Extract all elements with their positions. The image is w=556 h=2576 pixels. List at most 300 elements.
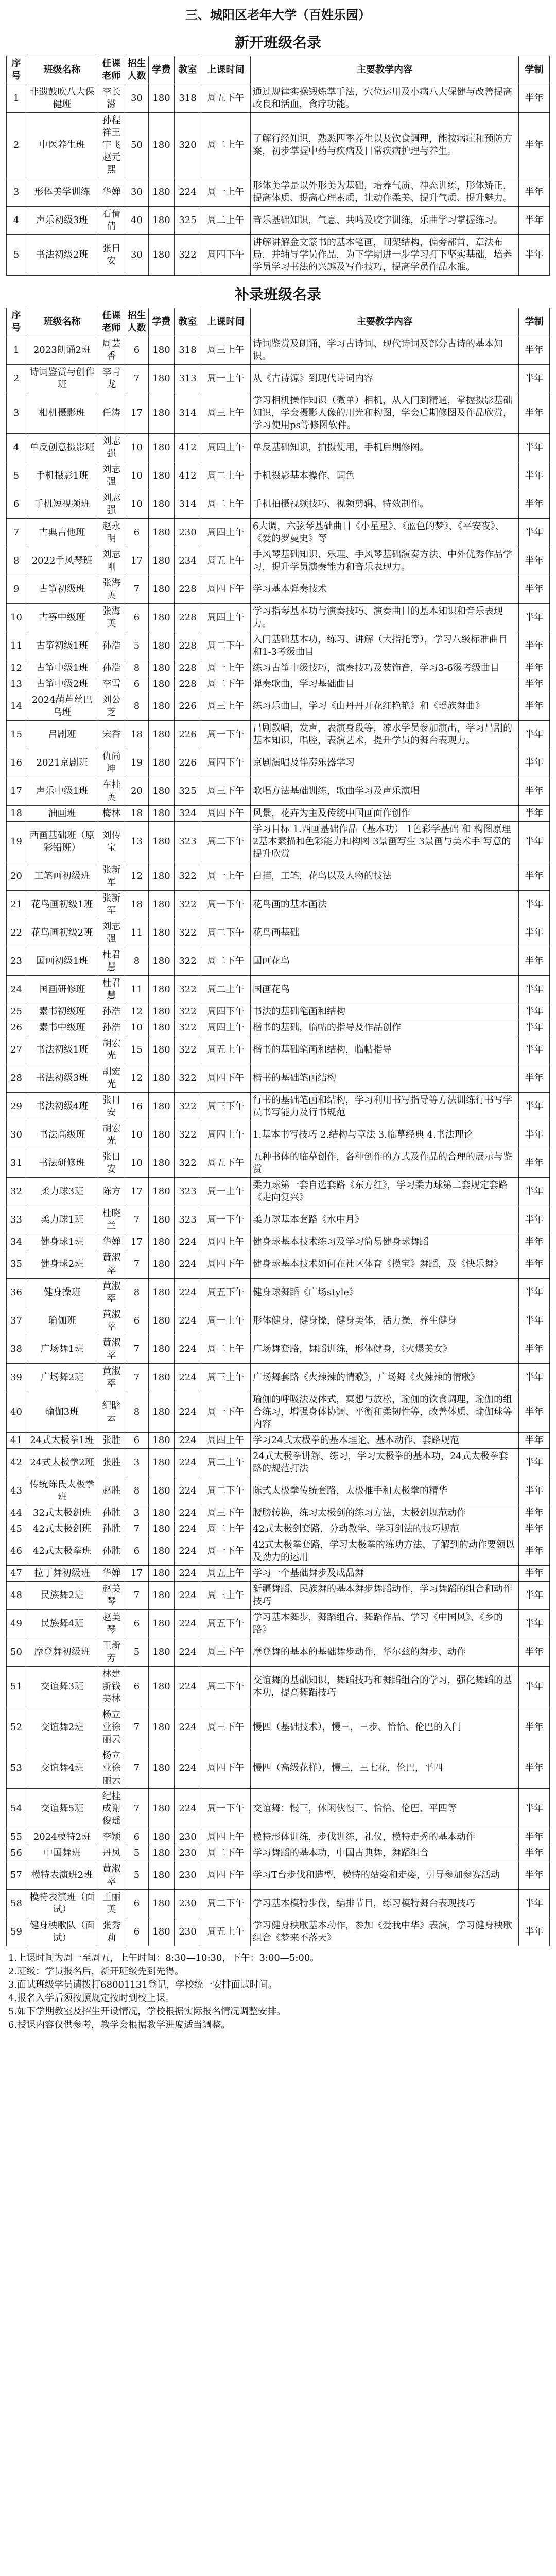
cell-index: 12 xyxy=(7,660,26,676)
cell-class-name: 吕剧班 xyxy=(26,721,98,749)
table-row xyxy=(7,822,550,862)
cell-term: 半年 xyxy=(519,862,550,891)
cell-content: 学习基本模特步伐，编排节目，练习模特舞台表现技巧 xyxy=(251,1890,519,1918)
table-row xyxy=(7,336,550,365)
cell-class-name: 工笔画初级班 xyxy=(26,862,98,891)
cell-fee: 180 xyxy=(149,919,175,947)
cell-teacher: 李长滋 xyxy=(98,84,125,113)
cell-index: 32 xyxy=(7,1178,26,1206)
cell-enrollment: 5 xyxy=(125,1845,149,1861)
cell-content: 练习古筝中级技巧，演奏技巧及装饰音，学习3-6级考级曲目 xyxy=(251,660,519,676)
cell-schedule: 周五上午 xyxy=(201,1918,251,1946)
cell-content: 弹奏歌曲，学习基础曲目 xyxy=(251,676,519,692)
cell-content: 手风琴基础知识、乐理、手风琴基础演奏方法、中外优秀作品学习，提升学员演奏能力和音乐表现力。 xyxy=(251,547,519,575)
cell-class-name: 民族舞4班 xyxy=(26,1610,98,1638)
cell-enrollment: 7 xyxy=(125,1364,149,1392)
cell-class-name: 手机摄影1班 xyxy=(26,462,98,490)
cell-schedule: 周二上午 xyxy=(201,113,251,178)
cell-term: 半年 xyxy=(519,976,550,1004)
cell-enrollment: 6 xyxy=(125,1918,149,1946)
table-row xyxy=(7,1020,550,1036)
cell-teacher: 华婵 xyxy=(98,178,125,207)
cell-fee: 180 xyxy=(149,1121,175,1149)
table-row xyxy=(7,604,550,632)
cell-enrollment: 19 xyxy=(125,749,149,777)
cell-class-name: 西画基础班（原彩铅班） xyxy=(26,822,98,862)
cell-index: 41 xyxy=(7,1433,26,1449)
cell-term: 半年 xyxy=(519,178,550,207)
cell-term: 半年 xyxy=(519,519,550,547)
cell-index: 52 xyxy=(7,1707,26,1748)
cell-enrollment: 12 xyxy=(125,1064,149,1093)
cell-teacher: 孙浩 xyxy=(98,660,125,676)
cell-index: 36 xyxy=(7,1279,26,1307)
cell-class-name: 形体美学训练 xyxy=(26,178,98,207)
cell-term: 半年 xyxy=(519,749,550,777)
cell-index: 46 xyxy=(7,1537,26,1566)
cell-content: 24式太极拳讲解、练习，学习太极拳的基本功，24式太极拳套路的规范打法 xyxy=(251,1449,519,1477)
cell-room: 224 xyxy=(175,1582,201,1610)
note-line: 3.面试班级学员请拨打68001131登记，学校统一安排面试时间。 xyxy=(8,1979,277,1990)
cell-schedule: 周二下午 xyxy=(201,676,251,692)
cell-class-name: 国画研修班 xyxy=(26,976,98,1004)
cell-index: 1 xyxy=(7,84,26,113)
cell-class-name: 2024葫芦丝巴乌班 xyxy=(26,692,98,721)
cell-schedule: 周四下午 xyxy=(201,1064,251,1093)
column-header: 招生人数 xyxy=(125,56,149,84)
cell-schedule: 周二下午 xyxy=(201,919,251,947)
cell-teacher: 杨立业徐丽云 xyxy=(98,1748,125,1789)
cell-term: 半年 xyxy=(519,1036,550,1064)
cell-class-name: 传统陈氏太极拳班 xyxy=(26,1477,98,1505)
cell-index: 55 xyxy=(7,1829,26,1845)
table-row xyxy=(7,919,550,947)
table-row xyxy=(7,365,550,393)
cell-index: 29 xyxy=(7,1093,26,1121)
cell-content: 国画花鸟 xyxy=(251,976,519,1004)
cell-fee: 180 xyxy=(149,336,175,365)
cell-content: 学习一个基础舞步及成品舞 xyxy=(251,1566,519,1582)
table-row xyxy=(7,1477,550,1505)
cell-teacher: 梅林 xyxy=(98,806,125,822)
cell-term: 半年 xyxy=(519,822,550,862)
cell-enrollment: 8 xyxy=(125,660,149,676)
cell-schedule: 周二下午 xyxy=(201,1667,251,1707)
table-row xyxy=(7,1918,550,1946)
cell-enrollment: 13 xyxy=(125,822,149,862)
cell-enrollment: 15 xyxy=(125,1036,149,1064)
cell-term: 半年 xyxy=(519,1638,550,1667)
table-row xyxy=(7,1036,550,1064)
cell-enrollment: 6 xyxy=(125,1537,149,1566)
cell-room: 323 xyxy=(175,822,201,862)
cell-content: 手机拍摄视频技巧、视频剪辑、特效制作。 xyxy=(251,490,519,519)
cell-class-name: 24式太极拳1班 xyxy=(26,1433,98,1449)
cell-index: 56 xyxy=(7,1845,26,1861)
table-row xyxy=(7,632,550,660)
cell-content: 学习T台步伐和造型，模特的站姿和走姿，引导参加参赛活动 xyxy=(251,1861,519,1890)
cell-term: 半年 xyxy=(519,1335,550,1364)
cell-teacher: 任涛 xyxy=(98,393,125,434)
cell-schedule: 周一下午 xyxy=(201,1789,251,1829)
cell-schedule: 周二上午 xyxy=(201,207,251,235)
cell-index: 4 xyxy=(7,207,26,235)
cell-class-name: 手机短视频班 xyxy=(26,490,98,519)
table-row xyxy=(7,519,550,547)
cell-schedule: 周二下午 xyxy=(201,1890,251,1918)
cell-teacher: 赵胜 xyxy=(98,1477,125,1505)
cell-content: 慢四（高级花样），慢三，三七花，伦巴，平四 xyxy=(251,1748,519,1789)
cell-class-name: 健身秧歌队（面试） xyxy=(26,1918,98,1946)
cell-teacher: 张胜 xyxy=(98,1449,125,1477)
cell-teacher: 纪桂成谢俊瑶 xyxy=(98,1789,125,1829)
table-row xyxy=(7,1093,550,1121)
cell-fee: 180 xyxy=(149,1307,175,1335)
cell-schedule: 周一下午 xyxy=(201,1392,251,1433)
table-row xyxy=(7,976,550,1004)
cell-term: 半年 xyxy=(519,84,550,113)
column-header: 学制 xyxy=(519,56,550,84)
cell-class-name: 书法研修班 xyxy=(26,1149,98,1178)
cell-content: 慢四（基础技术），慢三，三步、恰恰、伦巴的入门 xyxy=(251,1707,519,1748)
cell-index: 51 xyxy=(7,1667,26,1707)
cell-content: 楷书的基础笔画和结构，临帖指导 xyxy=(251,1036,519,1064)
cell-teacher: 黄淑萃 xyxy=(98,1364,125,1392)
cell-fee: 180 xyxy=(149,1433,175,1449)
cell-enrollment: 7 xyxy=(125,1521,149,1537)
cell-content: 摩登舞的基本的基础舞步动作，华尔兹的舞步、动作 xyxy=(251,1638,519,1667)
cell-room: 322 xyxy=(175,1121,201,1149)
cell-content: 国画花鸟 xyxy=(251,947,519,976)
table-row xyxy=(7,1335,550,1364)
cell-class-name: 非遗鼓吹八大保健班 xyxy=(26,84,98,113)
cell-schedule: 周二下午 xyxy=(201,632,251,660)
cell-room: 226 xyxy=(175,692,201,721)
cell-teacher: 杜晓兰 xyxy=(98,1206,125,1234)
cell-room: 322 xyxy=(175,1036,201,1064)
cell-index: 31 xyxy=(7,1149,26,1178)
cell-enrollment: 5 xyxy=(125,632,149,660)
table-row xyxy=(7,1638,550,1667)
cell-fee: 180 xyxy=(149,1566,175,1582)
cell-schedule: 周二下午 xyxy=(201,822,251,862)
cell-term: 半年 xyxy=(519,1449,550,1477)
cell-class-name: 柔力球3班 xyxy=(26,1178,98,1206)
cell-schedule: 周一下午 xyxy=(201,891,251,919)
cell-index: 5 xyxy=(7,462,26,490)
cell-enrollment: 17 xyxy=(125,1178,149,1206)
cell-schedule: 周三下午 xyxy=(201,1638,251,1667)
cell-index: 33 xyxy=(7,1206,26,1234)
cell-class-name: 模特表演班（面试） xyxy=(26,1890,98,1918)
cell-term: 半年 xyxy=(519,1845,550,1861)
cell-enrollment: 10 xyxy=(125,434,149,462)
cell-index: 27 xyxy=(7,1036,26,1064)
cell-teacher: 张海英 xyxy=(98,604,125,632)
cell-room: 322 xyxy=(175,235,201,276)
cell-content: 学习24式太极拳的基本理论、基本动作、套路规范 xyxy=(251,1433,519,1449)
cell-term: 半年 xyxy=(519,1707,550,1748)
cell-fee: 180 xyxy=(149,1250,175,1279)
cell-fee: 180 xyxy=(149,1335,175,1364)
cell-schedule: 周五下午 xyxy=(201,1610,251,1638)
cell-class-name: 瑜伽班 xyxy=(26,1307,98,1335)
cell-class-name: 42式太极拳班 xyxy=(26,1537,98,1566)
cell-teacher: 胡宏光 xyxy=(98,1121,125,1149)
cell-content: 练习乐曲目，学习《山丹丹开花红艳艳》和《瑶族舞曲》 xyxy=(251,692,519,721)
table-row xyxy=(7,434,550,462)
cell-teacher: 孙浩 xyxy=(98,1004,125,1020)
cell-schedule: 周四上午 xyxy=(201,1121,251,1149)
cell-content: 广场舞套路，舞蹈训练，形体健身，《火爆美女》 xyxy=(251,1335,519,1364)
cell-enrollment: 17 xyxy=(125,1234,149,1250)
cell-fee: 180 xyxy=(149,676,175,692)
cell-teacher: 丹凤 xyxy=(98,1845,125,1861)
cell-content: 瑜伽的呼吸法及体式，冥想与放松，瑜伽的饮食调理，瑜伽的组合练习，增强身体协调、平衡和柔韧性等，改善体质、瑜伽球等内容 xyxy=(251,1392,519,1433)
cell-enrollment: 8 xyxy=(125,1392,149,1433)
cell-enrollment: 12 xyxy=(125,862,149,891)
cell-room: 322 xyxy=(175,1004,201,1020)
cell-term: 半年 xyxy=(519,1307,550,1335)
cell-schedule: 周一上午 xyxy=(201,178,251,207)
cell-room: 224 xyxy=(175,1789,201,1829)
cell-fee: 180 xyxy=(149,660,175,676)
cell-room: 224 xyxy=(175,1307,201,1335)
cell-index: 59 xyxy=(7,1918,26,1946)
cell-schedule: 周三上午 xyxy=(201,336,251,365)
cell-enrollment: 6 xyxy=(125,1307,149,1335)
cell-class-name: 24式太极拳2班 xyxy=(26,1449,98,1477)
cell-teacher: 仇尚坤 xyxy=(98,749,125,777)
cell-class-name: 交谊舞3班 xyxy=(26,1667,98,1707)
cell-fee: 180 xyxy=(149,462,175,490)
cell-term: 半年 xyxy=(519,113,550,178)
table-row xyxy=(7,1829,550,1845)
cell-index: 28 xyxy=(7,1064,26,1093)
cell-index: 35 xyxy=(7,1250,26,1279)
cell-content: 手机摄影基本操作、调色 xyxy=(251,462,519,490)
cell-term: 半年 xyxy=(519,1861,550,1890)
note-line: 4.报名入学后须按照规定按时到校上课。 xyxy=(8,1993,175,2004)
cell-term: 半年 xyxy=(519,365,550,393)
cell-room: 224 xyxy=(175,1335,201,1364)
cell-room: 224 xyxy=(175,1392,201,1433)
table-row xyxy=(7,1004,550,1020)
cell-room: 224 xyxy=(175,1234,201,1250)
cell-enrollment: 10 xyxy=(125,1020,149,1036)
cell-teacher: 李雪 xyxy=(98,676,125,692)
cell-teacher: 张胜 xyxy=(98,1433,125,1449)
cell-fee: 180 xyxy=(149,207,175,235)
table-row xyxy=(7,547,550,575)
cell-enrollment: 10 xyxy=(125,1121,149,1149)
cell-fee: 180 xyxy=(149,749,175,777)
table-row xyxy=(7,207,550,235)
cell-enrollment: 7 xyxy=(125,365,149,393)
table-row xyxy=(7,721,550,749)
cell-teacher: 赵美琴 xyxy=(98,1582,125,1610)
continuing-classes-title: 补录班级名录 xyxy=(234,286,321,303)
cell-teacher: 李颖 xyxy=(98,1829,125,1845)
cell-teacher: 张海英 xyxy=(98,575,125,604)
cell-fee: 180 xyxy=(149,1638,175,1667)
cell-teacher: 杜君慧 xyxy=(98,976,125,1004)
cell-content: 通过规律实操锻炼掌手法，穴位运用及小病八大保健与改善提高改良和活血，食疗功能。 xyxy=(251,84,519,113)
cell-teacher: 刘志强 xyxy=(98,462,125,490)
cell-content: 柔力球第一套自选套路《东方红》，学习柔力球第二套规定套路《走向复兴》 xyxy=(251,1178,519,1206)
table-row xyxy=(7,1890,550,1918)
table-row xyxy=(7,891,550,919)
cell-room: 230 xyxy=(175,519,201,547)
cell-teacher: 孙胜 xyxy=(98,1505,125,1521)
cell-class-name: 花鸟画初级1班 xyxy=(26,891,98,919)
cell-index: 57 xyxy=(7,1861,26,1890)
cell-fee: 180 xyxy=(149,1449,175,1477)
cell-term: 半年 xyxy=(519,1234,550,1250)
note-line: 6.授课内容仅供参考，教学会根据教学进度适当调整。 xyxy=(8,2020,231,2030)
cell-enrollment: 7 xyxy=(125,1206,149,1234)
column-header: 上课时间 xyxy=(201,308,251,336)
cell-class-name: 素书中级班 xyxy=(26,1020,98,1036)
cell-enrollment: 30 xyxy=(125,235,149,276)
cell-class-name: 2022手风琴班 xyxy=(26,547,98,575)
cell-fee: 180 xyxy=(149,547,175,575)
cell-class-name: 书法初级4班 xyxy=(26,1093,98,1121)
cell-class-name: 中国舞班 xyxy=(26,1845,98,1861)
cell-teacher: 黄淑萃 xyxy=(98,1279,125,1307)
table-row xyxy=(7,1064,550,1093)
cell-class-name: 32式太极剑班 xyxy=(26,1505,98,1521)
cell-class-name: 书法高级班 xyxy=(26,1121,98,1149)
cell-content: 健身球基本技术如何在社区体育《摸宝》舞蹈，及《快乐舞》 xyxy=(251,1250,519,1279)
cell-fee: 180 xyxy=(149,721,175,749)
cell-teacher: 胡宏光 xyxy=(98,1064,125,1093)
cell-fee: 180 xyxy=(149,1020,175,1036)
cell-schedule: 周四上午 xyxy=(201,1829,251,1845)
cell-index: 18 xyxy=(7,806,26,822)
cell-index: 49 xyxy=(7,1610,26,1638)
cell-schedule: 周一下午 xyxy=(201,1537,251,1566)
cell-teacher: 华婵 xyxy=(98,1234,125,1250)
cell-fee: 180 xyxy=(149,1178,175,1206)
cell-schedule: 周四上午 xyxy=(201,1234,251,1250)
cell-fee: 180 xyxy=(149,692,175,721)
column-header: 班级名称 xyxy=(26,56,98,84)
table-row xyxy=(7,1149,550,1178)
cell-fee: 180 xyxy=(149,947,175,976)
cell-class-name: 柔力球1班 xyxy=(26,1206,98,1234)
cell-enrollment: 3 xyxy=(125,1505,149,1521)
table-row xyxy=(7,1707,550,1748)
cell-index: 53 xyxy=(7,1748,26,1789)
cell-schedule: 周五上午 xyxy=(201,1036,251,1064)
cell-term: 半年 xyxy=(519,676,550,692)
cell-enrollment: 10 xyxy=(125,490,149,519)
cell-room: 226 xyxy=(175,721,201,749)
cell-term: 半年 xyxy=(519,1748,550,1789)
cell-fee: 180 xyxy=(149,1521,175,1537)
column-header: 序号 xyxy=(7,56,26,84)
cell-content: 学习基本弹奏技术 xyxy=(251,575,519,604)
column-header: 任课老师 xyxy=(98,56,125,84)
table-row xyxy=(7,490,550,519)
cell-enrollment: 8 xyxy=(125,947,149,976)
cell-content: 音乐基础知识，气息、共鸣及咬字训练，乐曲学习掌握练习。 xyxy=(251,207,519,235)
cell-term: 半年 xyxy=(519,660,550,676)
cell-index: 54 xyxy=(7,1789,26,1829)
table-row xyxy=(7,113,550,178)
cell-schedule: 周五下午 xyxy=(201,1149,251,1178)
cell-term: 半年 xyxy=(519,1477,550,1505)
cell-fee: 180 xyxy=(149,1004,175,1020)
cell-room: 224 xyxy=(175,1537,201,1566)
new-classes-table xyxy=(6,56,550,276)
cell-class-name: 模特表演班2班 xyxy=(26,1861,98,1890)
table-header-row xyxy=(7,308,550,336)
cell-schedule: 周四下午 xyxy=(201,1250,251,1279)
cell-content: 6大调，六弦琴基础曲目《小星星》、《蓝色的梦》、《平安夜》、《爱的罗曼史》等 xyxy=(251,519,519,547)
table-row xyxy=(7,806,550,822)
cell-fee: 180 xyxy=(149,1890,175,1918)
cell-enrollment: 7 xyxy=(125,1707,149,1748)
table-row xyxy=(7,660,550,676)
cell-enrollment: 18 xyxy=(125,891,149,919)
cell-room: 224 xyxy=(175,1610,201,1638)
cell-teacher: 王丽英 xyxy=(98,1890,125,1918)
column-header: 主要教学内容 xyxy=(251,56,519,84)
cell-fee: 180 xyxy=(149,434,175,462)
cell-room: 228 xyxy=(175,575,201,604)
cell-term: 半年 xyxy=(519,1279,550,1307)
cell-enrollment: 6 xyxy=(125,1890,149,1918)
cell-schedule: 周二上午 xyxy=(201,1335,251,1364)
cell-index: 3 xyxy=(7,393,26,434)
cell-teacher: 胡宏光 xyxy=(98,1036,125,1064)
cell-schedule: 周三下午 xyxy=(201,1505,251,1521)
cell-room: 322 xyxy=(175,947,201,976)
cell-room: 230 xyxy=(175,1890,201,1918)
cell-index: 26 xyxy=(7,1020,26,1036)
cell-content: 了解行经知识，熟悉四季养生以及饮食调理，能按病症和预防方案，初步掌握中药与疾病及日常疾病护理与养生。 xyxy=(251,113,519,178)
cell-teacher: 刘志强 xyxy=(98,919,125,947)
cell-fee: 180 xyxy=(149,1918,175,1946)
cell-enrollment: 18 xyxy=(125,721,149,749)
cell-fee: 180 xyxy=(149,976,175,1004)
cell-index: 10 xyxy=(7,604,26,632)
column-header: 教室 xyxy=(175,56,201,84)
cell-teacher: 赵美琴 xyxy=(98,1610,125,1638)
cell-fee: 180 xyxy=(149,862,175,891)
cell-teacher: 刘志刚 xyxy=(98,547,125,575)
cell-enrollment: 5 xyxy=(125,1638,149,1667)
cell-teacher: 黄淑萃 xyxy=(98,1861,125,1890)
cell-index: 13 xyxy=(7,676,26,692)
cell-enrollment: 20 xyxy=(125,777,149,806)
cell-index: 2 xyxy=(7,113,26,178)
cell-content: 讲解讲解金文篆书的基本笔画，间架结构，偏旁部首，章法布局，并辅导学员作品，为下学期进一步学习打下坚实基础，培养学员学习书法的兴趣及写作技巧，提高学员作品水准。 xyxy=(251,235,519,276)
cell-room: 322 xyxy=(175,891,201,919)
cell-content: 健身球舞蹈《广场style》 xyxy=(251,1279,519,1307)
cell-class-name: 素书初级班 xyxy=(26,1004,98,1020)
cell-enrollment: 8 xyxy=(125,1477,149,1505)
cell-teacher: 张日安 xyxy=(98,1149,125,1178)
cell-room: 230 xyxy=(175,1918,201,1946)
cell-enrollment: 6 xyxy=(125,676,149,692)
cell-room: 224 xyxy=(175,1250,201,1279)
cell-teacher: 刘志强 xyxy=(98,434,125,462)
table-row xyxy=(7,393,550,434)
cell-room: 322 xyxy=(175,1020,201,1036)
